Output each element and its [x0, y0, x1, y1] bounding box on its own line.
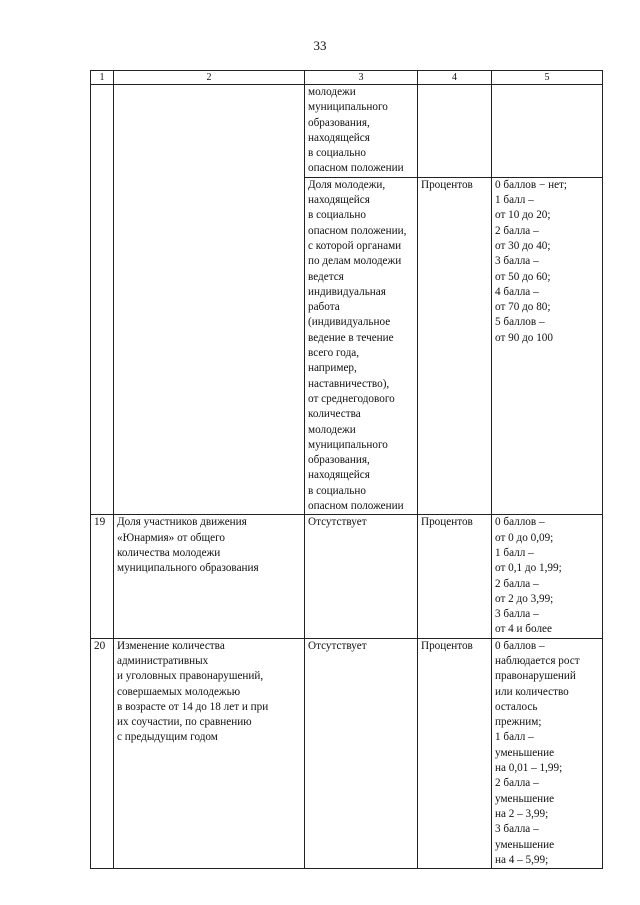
table-row [91, 85, 603, 178]
header-cell-5: 5 [492, 71, 603, 85]
header-cell-3: 3 [305, 71, 418, 85]
header-cell-4: 4 [418, 71, 492, 85]
table-header-row [91, 71, 603, 85]
row-number-cell [91, 85, 114, 515]
source-cell: Отсутствует [305, 515, 418, 638]
table-row [91, 638, 603, 868]
scoring-cell: 0 баллов – наблюдается рост правонарушений или количество осталось прежним; 1 балл – уменьшение на 0,01 – 1,99; 2 балла – уменьшение на 2 – 3,99; 3 балла – уменьшение на 4 – 5,99; [492, 638, 603, 868]
header-cell-2: 2 [114, 71, 305, 85]
unit-cell: Процентов [418, 638, 492, 868]
indicator-cell: Доля участников движения «Юнармия» от общего количества молодежи муниципального образования [114, 515, 305, 638]
row-number-cell: 20 [91, 638, 114, 868]
scoring-cell [492, 85, 603, 178]
row-number-cell: 19 [91, 515, 114, 638]
header-cell-1: 1 [91, 71, 114, 85]
indicator-cell: Изменение количества административных и уголовных правонарушений, совершаемых молодежью в возрасте от 14 до 18 лет и при их соучастии, по сравнению с предыдущим годом [114, 638, 305, 868]
scoring-cell: 0 баллов − нет; 1 балл – от 10 до 20; 2 балла – от 30 до 40; 3 балла – от 50 до 60; 4 балла – от 70 до 80; 5 баллов – от 90 до 100 [492, 177, 603, 515]
page-number: 33 [313, 38, 327, 53]
indicator-cell [114, 85, 305, 515]
unit-cell: Процентов [418, 515, 492, 638]
table-row [91, 515, 603, 638]
source-cell: молодежи муниципального образования, находящейся в социально опасном положении [305, 85, 418, 178]
source-cell: Отсутствует [305, 638, 418, 868]
scoring-cell: 0 баллов – от 0 до 0,09; 1 балл – от 0,1 до 1,99; 2 балла – от 2 до 3,99; 3 балла – от 4 и более [492, 515, 603, 638]
indicator-table [90, 70, 603, 869]
unit-cell [418, 85, 492, 178]
unit-cell: Процентов [418, 177, 492, 515]
source-cell: Доля молодежи, находящейся в социально опасном положении, с которой органами по делам молодежи ведется индивидуальная работа (индивидуальное ведение в течение всего года, например, наставничество), от среднегодового количества молодежи муниципального образования, находящейся в социально опасном положении [305, 177, 418, 515]
